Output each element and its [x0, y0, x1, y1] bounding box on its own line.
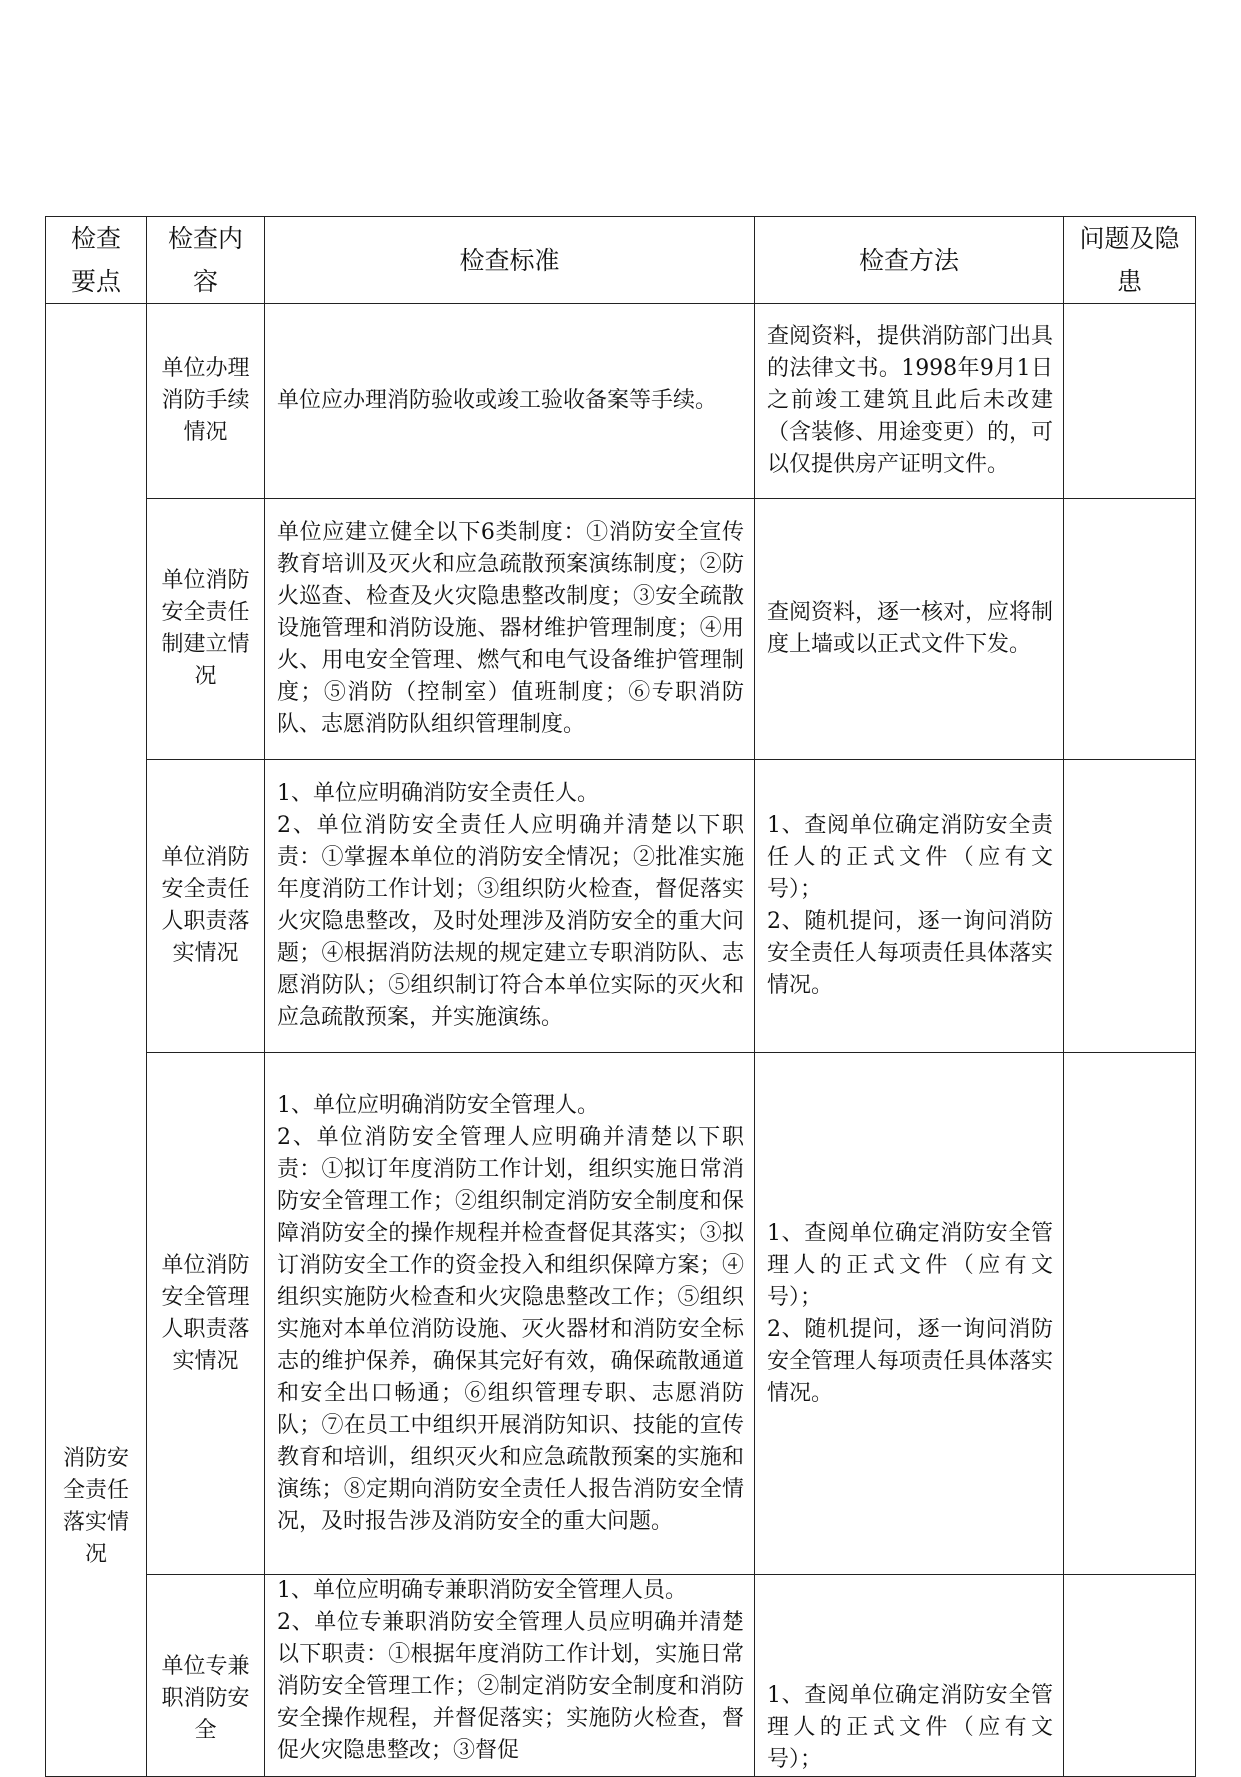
- row-issues: [1064, 1575, 1196, 1777]
- header-content: 检查内容: [147, 217, 265, 304]
- header-key-point: 检查要点: [46, 217, 147, 304]
- row-standard: 单位应建立健全以下6类制度：①消防安全宣传教育培训及灭火和应急疏散预案演练制度；②防火巡查、检查及火灾隐患整改制度；③安全疏散设施管理和消防设施、器材维护管理制度；④用火、用电安全管理、燃气和电气设备维护管理制度；⑤消防（控制室）值班制度；⑥专职消防队、志愿消防队组织管理制度。: [265, 499, 755, 760]
- row-method: 1、查阅单位确定消防安全责任人的正式文件（应有文号）； 2、随机提问，逐一询问消防安全责任人每项责任具体落实情况。: [755, 760, 1064, 1053]
- inspection-table: [45, 216, 1196, 1777]
- row-content: 单位消防安全管理人职责落实情况: [147, 1053, 265, 1575]
- table-row: [46, 304, 1196, 499]
- row-method: 1、查阅单位确定消防安全管理人的正式文件（应有文号）；: [755, 1575, 1064, 1777]
- row-issues: [1064, 499, 1196, 760]
- row-standard: 1、单位应明确消防安全责任人。 2、单位消防安全责任人应明确并清楚以下职责：①掌握本单位的消防安全情况；②批准实施年度消防工作计划；③组织防火检查，督促落实火灾隐患整改，及时处理涉及消防安全的重大问题；④根据消防法规的规定建立专职消防队、志愿消防队；⑤组织制订符合本单位实际的灭火和应急疏散预案，并实施演练。: [265, 760, 755, 1053]
- table-row: [46, 760, 1196, 1053]
- row-issues: [1064, 760, 1196, 1053]
- header-row: [46, 217, 1196, 304]
- row-method: 查阅资料，提供消防部门出具的法律文书。1998年9月1日之前竣工建筑且此后未改建（含装修、用途变更）的，可以仅提供房产证明文件。: [755, 304, 1064, 499]
- row-content: 单位消防安全责任制建立情况: [147, 499, 265, 760]
- row-standard: 单位应办理消防验收或竣工验收备案等手续。: [265, 304, 755, 499]
- table-row: [46, 1575, 1196, 1777]
- table-row: [46, 499, 1196, 760]
- row-standard: 1、单位应明确消防安全管理人。 2、单位消防安全管理人应明确并清楚以下职责：①拟订年度消防工作计划，组织实施日常消防安全管理工作；②组织制定消防安全制度和保障消防安全的操作规程并检查督促其落实；③拟订消防安全工作的资金投入和组织保障方案；④组织实施防火检查和火灾隐患整改工作；⑤组织实施对本单位消防设施、灭火器材和消防安全标志的维护保养，确保其完好有效，确保疏散通道和安全出口畅通；⑥组织管理专职、志愿消防队；⑦在员工中组织开展消防知识、技能的宣传教育和培训，组织灭火和应急疏散预案的实施和演练；⑧定期向消防安全责任人报告消防安全情况，及时报告涉及消防安全的重大问题。: [265, 1053, 755, 1575]
- row-standard: 1、单位应明确专兼职消防安全管理人员。 2、单位专兼职消防安全管理人员应明确并清楚以下职责：①根据年度消防工作计划，实施日常消防安全管理工作；②制定消防安全制度和消防安全操作规程，并督促落实；实施防火检查，督促火灾隐患整改；③督促: [265, 1575, 755, 1777]
- section-label-cell: [46, 304, 147, 1777]
- header-issues: 问题及隐患: [1064, 217, 1196, 304]
- row-content: 单位专兼职消防安全: [147, 1575, 265, 1777]
- header-method: 检查方法: [755, 217, 1064, 304]
- row-method: 查阅资料，逐一核对，应将制度上墙或以正式文件下发。: [755, 499, 1064, 760]
- row-issues: [1064, 1053, 1196, 1575]
- row-issues: [1064, 304, 1196, 499]
- row-method: 1、查阅单位确定消防安全管理人的正式文件（应有文号）； 2、随机提问，逐一询问消防安全管理人每项责任具体落实情况。: [755, 1053, 1064, 1575]
- section-label: 消防安全责任落实情况: [62, 1446, 129, 1567]
- row-content: 单位消防安全责任人职责落实情况: [147, 760, 265, 1053]
- row-content: 单位办理消防手续情况: [147, 304, 265, 499]
- table-row: [46, 1053, 1196, 1575]
- header-standard: 检查标准: [265, 217, 755, 304]
